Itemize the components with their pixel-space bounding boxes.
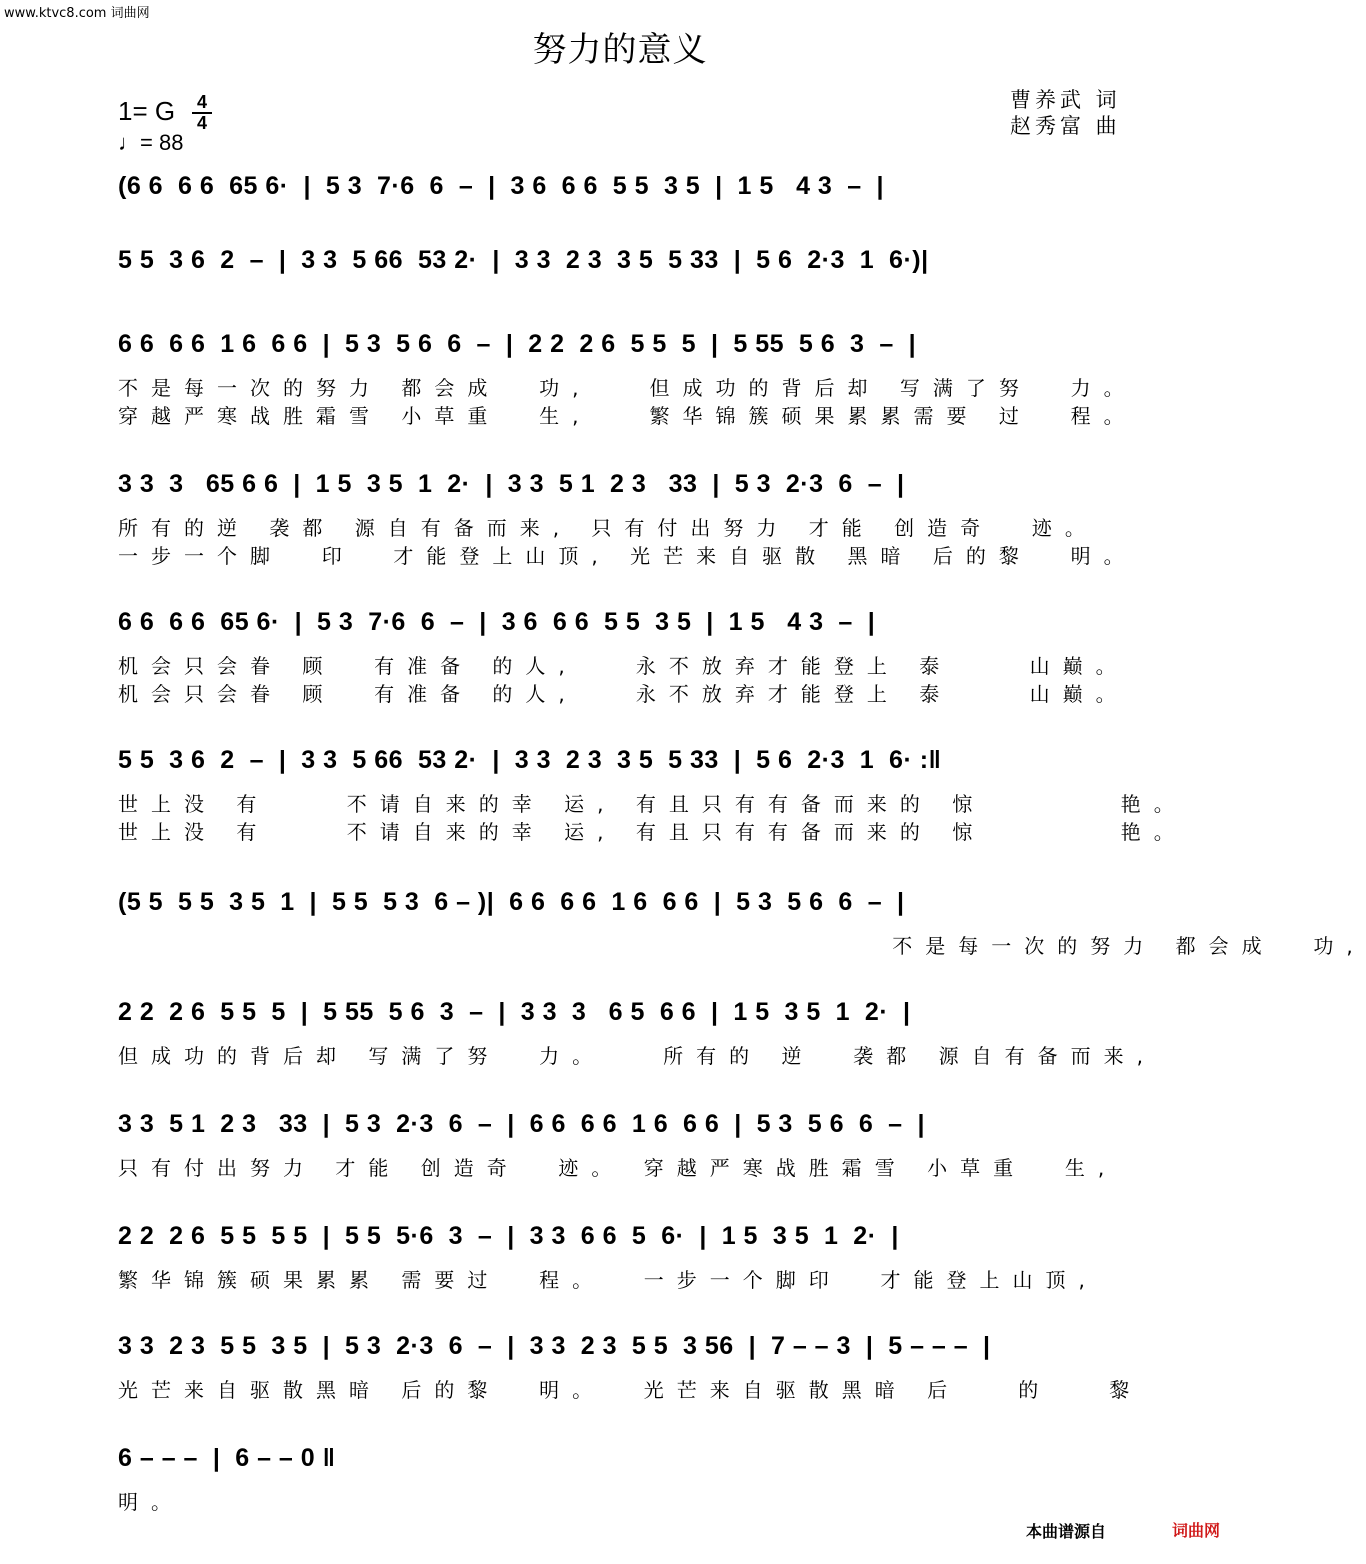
notation: 3 3 3 65 6 6 | 1 5 3 5 1 2· | 3 3 5 1 2 3 33 | 5 3 2·3 6 – | [118, 470, 905, 498]
lyrics-verse-1: 世上没 有 不请自来的幸 运, 有且只有有备而来的 惊 艳。 [118, 792, 1187, 816]
page-title: 努力的意义 [532, 30, 708, 70]
time-signature [190, 94, 214, 132]
score-line [118, 888, 1366, 1008]
notation: (5 5 5 5 3 5 1 | 5 5 5 3 6 – )| 6 6 6 6 1 6 6 6 | 5 3 5 6 6 – | [118, 888, 905, 916]
lyrics-verse-1: 繁华锦簇硕果累累 需要过 程。 一步一个脚印 才能登上山顶, [118, 1268, 1098, 1292]
notation: 2 2 2 6 5 5 5 | 5 55 5 6 3 – | 3 3 3 6 5 6 6 | 1 5 3 5 1 2· | [118, 998, 911, 1026]
score-line [118, 1222, 1126, 1342]
score-line [118, 1332, 1143, 1452]
score-line [118, 998, 1156, 1118]
score-line [118, 1110, 1126, 1230]
composer-credit: 赵秀富 曲 [1010, 114, 1121, 138]
lyrics-verse-1: 但成功的背后却 写满了努 力。 所有的 逆 袭都 源自有备而来, [118, 1044, 1156, 1068]
score-line [118, 330, 1137, 450]
site-url: www.ktvc8.com 词曲网 [4, 6, 150, 21]
lyrics-verse-2: 机会只会眷 顾 有准备 的人, 永不放弃才能登上 泰 山巅。 [118, 682, 1129, 706]
time-signature-top: 4 [196, 92, 207, 112]
lyrics-verse-1: 不是每一次的努力 都会成 功, [118, 934, 1366, 958]
lyricist-credit: 曹养武 词 [1010, 88, 1121, 112]
score-line [118, 1444, 378, 1564]
lyrics-verse-2: 世上没 有 不请自来的幸 运, 有且只有有备而来的 惊 艳。 [118, 820, 1187, 844]
time-signature-bottom: 4 [196, 113, 207, 133]
site-logo[interactable]: 词曲网 [1172, 1521, 1221, 1540]
lyrics-verse-1: 明。 [118, 1490, 184, 1514]
notation: 6 6 6 6 1 6 6 6 | 5 3 5 6 6 – | 2 2 2 6 5 5 5 | 5 55 5 6 3 – | [118, 330, 917, 358]
lyrics-verse-2: 一步一个脚 印 才能登上山顶, 光芒来自驱散 黑暗 后的黎 明。 [118, 544, 1137, 568]
lyrics-verse-1: 机会只会眷 顾 有准备 的人, 永不放弃才能登上 泰 山巅。 [118, 654, 1129, 678]
source-note: 本曲谱源自 [1026, 1522, 1107, 1541]
key-signature: 1= G [118, 96, 176, 126]
lyrics-verse-1: 所有的逆 袭都 源自有备而来, 只有付出努力 才能 创造奇 迹。 [118, 516, 1098, 540]
lyrics-verse-1: 只有付出努力 才能 创造奇 迹。 穿越严寒战胜霜雪 小草重 生, [118, 1156, 1118, 1180]
score-line [118, 608, 1129, 728]
notation: 6 6 6 6 65 6· | 5 3 7·6 6 – | 3 6 6 6 5 5 3 5 | 1 5 4 3 – | [118, 608, 876, 636]
notation: 5 5 3 6 2 – | 3 3 5 66 53 2· | 3 3 2 3 3 5 5 33 | 5 6 2·3 1 6· :‖ [118, 746, 942, 774]
score-line [118, 746, 1187, 866]
notation: (6 6 6 6 65 6· | 5 3 7·6 6 – | 3 6 6 6 5 5 3 5 | 1 5 4 3 – | [118, 172, 885, 200]
notation: 3 3 2 3 5 5 3 5 | 5 3 2·3 6 – | 3 3 2 3 5 5 3 56 | 7 – – 3 | 5 – – – | [118, 1332, 991, 1360]
lyrics-verse-1: 光芒来自驱散黑暗 后的黎 明。 光芒来自驱散黑暗 后 的 黎 [118, 1378, 1143, 1402]
score-line [118, 470, 1137, 590]
notation: 2 2 2 6 5 5 5 5 | 5 5 5·6 3 – | 3 3 6 6 5 6· | 1 5 3 5 1 2· | [118, 1222, 899, 1250]
tempo-marking: ♩= 88 [118, 130, 184, 155]
lyrics-verse-1: 不是每一次的努力 都会成 功, 但成功的背后却 写满了努 力。 [118, 376, 1137, 400]
notation: 6 – – – | 6 – – 0 ‖ [118, 1444, 336, 1472]
notation: 3 3 5 1 2 3 33 | 5 3 2·3 6 – | 6 6 6 6 1 6 6 6 | 5 3 5 6 6 – | [118, 1110, 925, 1138]
notation: 5 5 3 6 2 – | 3 3 5 66 53 2· | 3 3 2 3 3 5 5 33 | 5 6 2·3 1 6·)| [118, 246, 929, 274]
lyrics-verse-2: 穿越严寒战胜霜雪 小草重 生, 繁华锦簇硕果累累需要 过 程。 [118, 404, 1137, 428]
